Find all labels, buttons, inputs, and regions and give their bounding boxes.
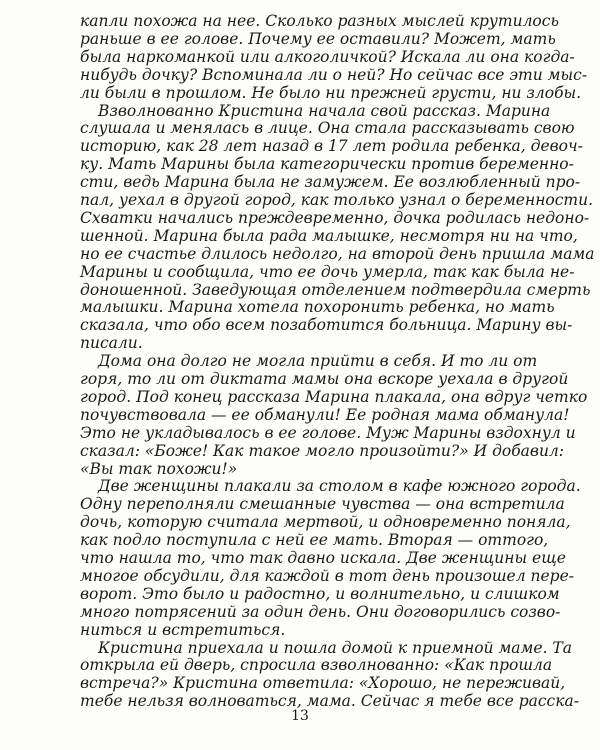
text-line: доношенной. Заведующая отделением подтвердила смерть <box>80 280 591 299</box>
text-line: Кристина приехала и пошла домой к приемной маме. Та <box>98 638 573 657</box>
text-line: ли были в прошлом. Не было ни прежней грусти, ни злобы. <box>80 83 582 102</box>
page-number: 13 <box>291 708 309 724</box>
text-line: тебе нельзя волноваться, мама. Сейчас я тебе все расска- <box>80 692 579 711</box>
text-line: слушала и менялась в лице. Она стала рассказывать свою <box>80 119 575 138</box>
text-line: как подло поступила с ней ее мать. Вторая — оттого, <box>80 531 549 550</box>
text-line: что нашла то, что так давно искала. Две женщины еще <box>80 549 566 567</box>
text-line: малышки. Марина хотела похоронить ребенка, но мать <box>80 298 555 317</box>
text-line: Марины и сообщила, что ее дочь умерла, так как была не- <box>80 262 575 281</box>
text-line: капли похожа на нее. Сколько разных мыслей крутилось <box>80 12 559 30</box>
text-line: Это не укладывалось в ее голове. Муж Марины вздохнул и <box>80 423 576 442</box>
text-line: но ее счастье длилось недолго, на второй день пришла мама <box>80 244 595 263</box>
text-line: писали. <box>80 334 143 353</box>
text-line: открыла ей дверь, спросила взволнованно: «Как прошла <box>80 656 553 675</box>
text-line: сказал: «Боже! Как такое могло произойти?» И добавил: <box>80 441 565 460</box>
text-line: ку. Мать Марины была категорически против беременно- <box>80 155 574 174</box>
text-line: шенной. Марина была рада малышке, несмотря ни на что, <box>80 226 578 245</box>
text-line: Одну переполняли смешанные чувства — она встретила <box>80 495 565 514</box>
text-line: Дома она долго не могла прийти в себя. И то ли от <box>98 352 538 371</box>
text-line: историю, как 28 лет назад в 17 лет родила ребенка, девоч- <box>80 137 583 156</box>
text-line: много потрясений за один день. Они договорились созво- <box>80 602 561 621</box>
text-line: многое обсудили, для каждой в тот день произошел пере- <box>80 566 575 585</box>
text-line: Две женщины плакали за столом в кафе южного города. <box>98 477 581 496</box>
text-line: нибудь дочку? Вспоминала ли о ней? Но сейчас все эти мыс- <box>80 65 588 84</box>
text-line: сказала, что обо всем позаботится больница. Марину вы- <box>80 316 573 335</box>
text-line: дочь, которую считала мертвой, и одновременно поняла, <box>80 513 571 532</box>
text-line: сти, ведь Марина была не замужем. Ее возлюбленный про- <box>80 173 581 192</box>
text-line: горя, то ли от диктата мамы она вскоре уехала в другой <box>80 370 569 388</box>
text-line: встреча?» Кристина ответила: «Хорошо, не переживай, <box>80 674 566 693</box>
text-line: почувствовала — ее обманули! Ее родная мама обманула! <box>80 405 570 424</box>
text-line: раньше в ее голове. Почему ее оставили? Может, мать <box>80 29 556 48</box>
text-line: пал, уехал в другой город, как только узнал о беременности. <box>80 191 594 209</box>
text-line: «Вы так похожи!» <box>80 459 238 478</box>
text-line: город. Под конец рассказа Марина плакала, она вдруг четко <box>80 387 588 406</box>
text-line: была наркоманкой или алкоголичкой? Искала ли она когда- <box>80 47 575 66</box>
text-line: ворот. Это было и радостно, и волнительно, и слишком <box>80 584 560 603</box>
text-line: Схватки начались преждевременно, дочка родилась недоно- <box>80 208 590 227</box>
text-line: Взволнованно Кристина начала свой рассказ. Марина <box>98 101 551 120</box>
text-line: ниться и встретиться. <box>80 620 286 639</box>
